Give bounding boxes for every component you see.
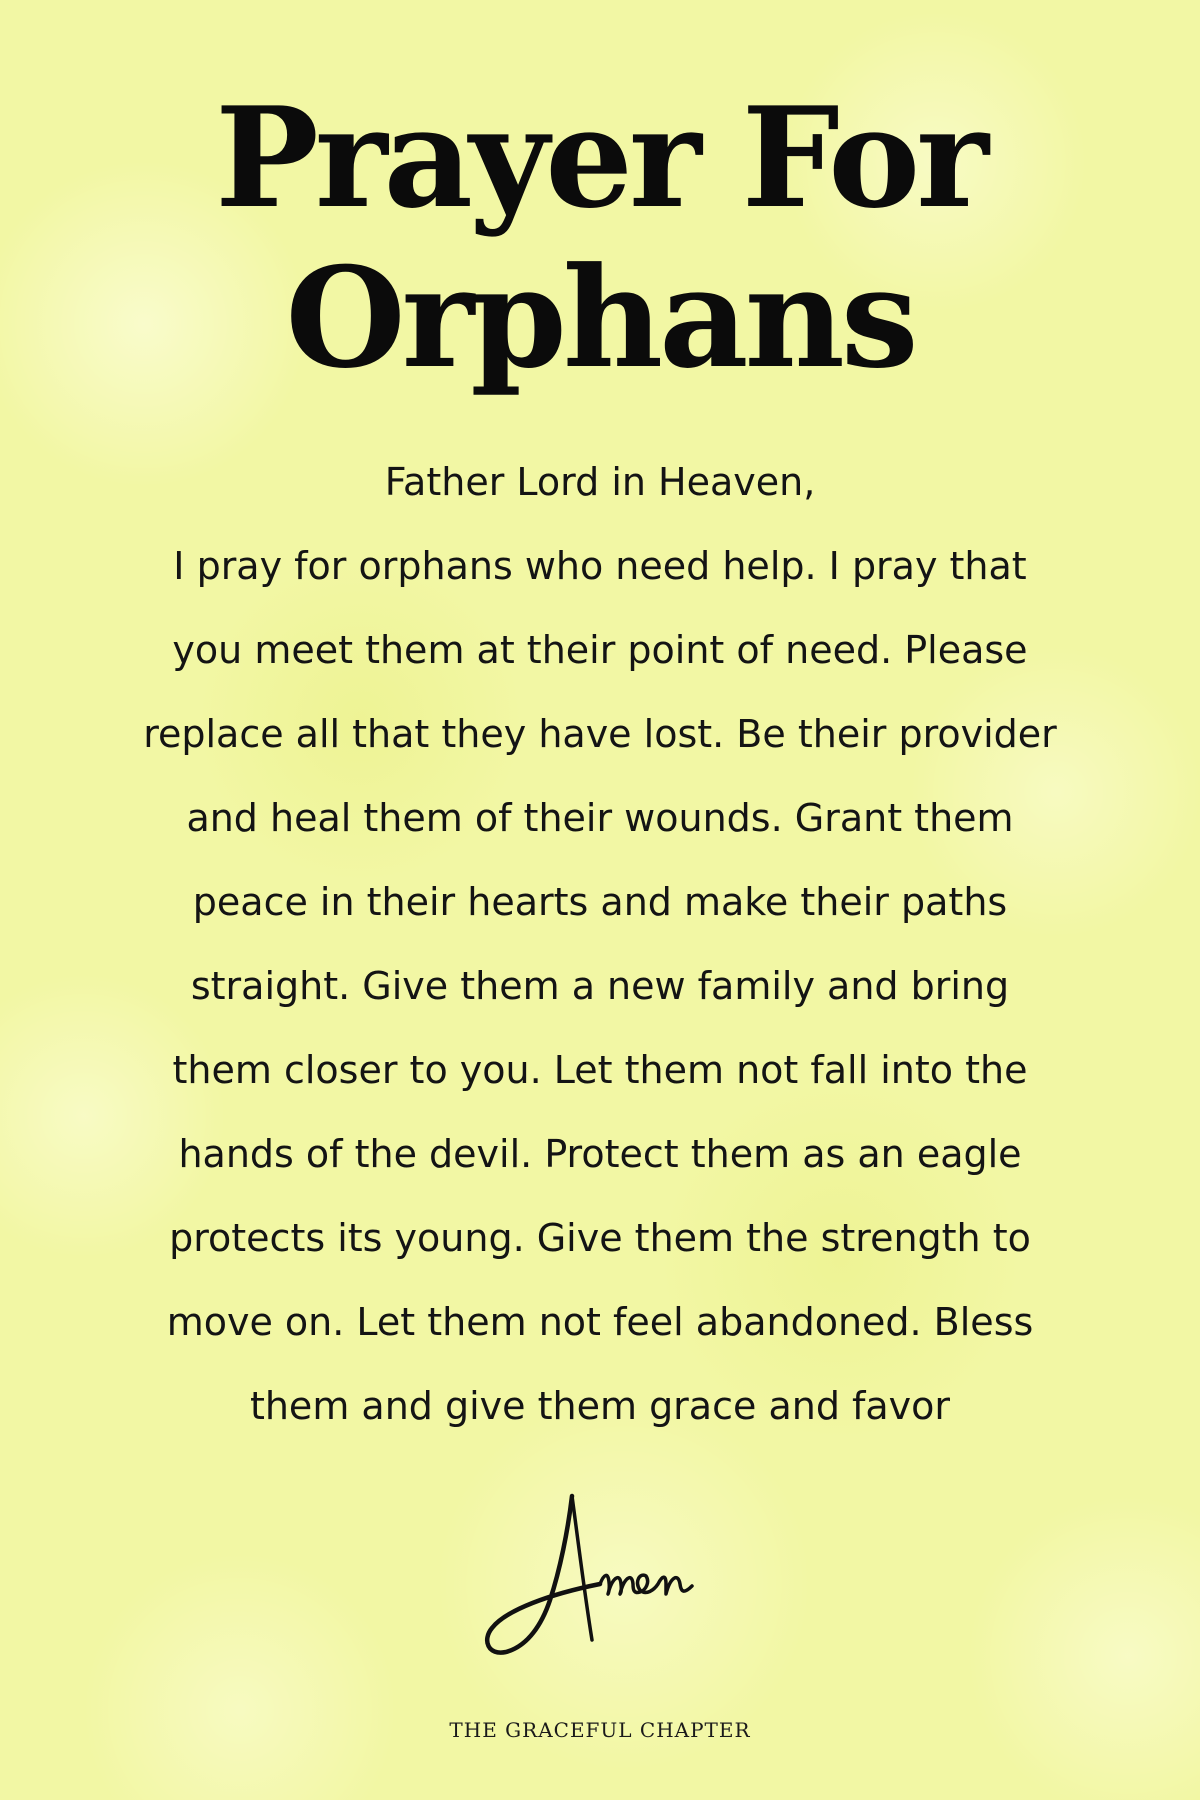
prayer-line: them closer to you. Let them not fall into the	[172, 1048, 1028, 1092]
page-title-line-1: Prayer For	[215, 76, 985, 239]
footer-brand: THE GRACEFUL CHAPTER	[449, 1718, 751, 1742]
page-title	[0, 78, 1200, 398]
prayer-line: you meet them at their point of need. Please	[172, 628, 1028, 672]
prayer-line: move on. Let them not feel abandoned. Bless	[166, 1300, 1034, 1344]
prayer-line: straight. Give them a new family and bring	[190, 964, 1010, 1008]
prayer-line: I pray for orphans who need help. I pray that	[173, 544, 1027, 588]
prayer-line: and heal them of their wounds. Grant them	[186, 796, 1014, 840]
prayer-text	[100, 440, 1100, 1448]
prayer-line: protects its young. Give them the strength to	[169, 1216, 1031, 1260]
prayer-line: Father Lord in Heaven,	[384, 460, 816, 504]
page-title-line-2: Orphans	[285, 236, 915, 399]
prayer-line: peace in their hearts and make their paths	[192, 880, 1008, 924]
amen-signature-icon	[480, 1490, 720, 1670]
prayer-line: hands of the devil. Protect them as an eagle	[178, 1132, 1022, 1176]
prayer-line: them and give them grace and favor	[249, 1384, 951, 1428]
prayer-line: replace all that they have lost. Be their provider	[143, 712, 1057, 756]
